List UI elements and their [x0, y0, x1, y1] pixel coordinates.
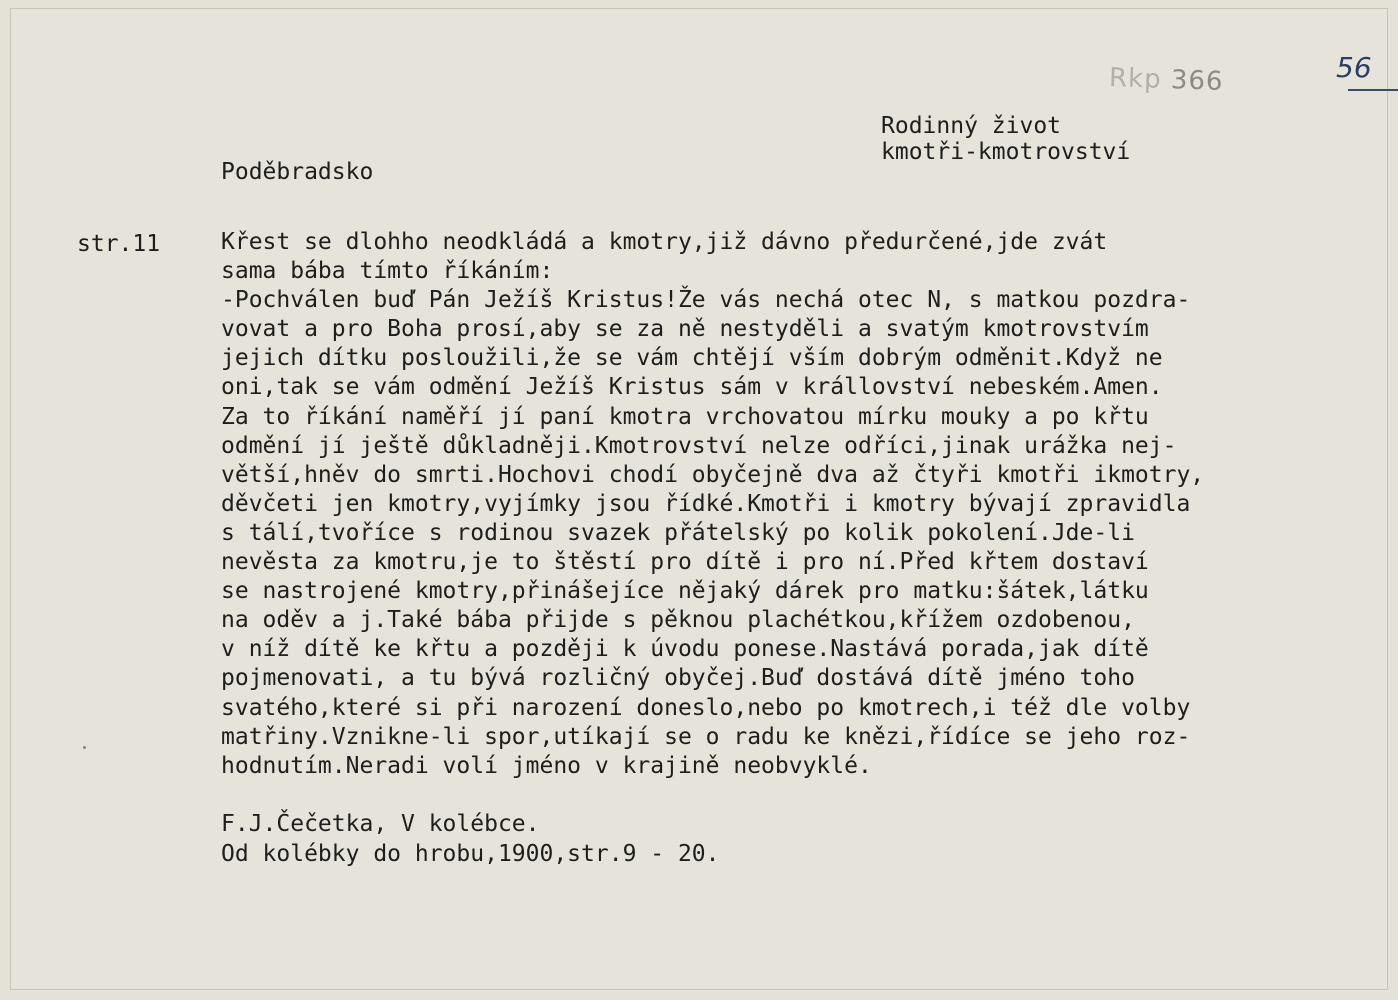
source-title: Od kolébky do hrobu,1900,str.9 - 20. [221, 841, 720, 867]
body-line: děvčeti jen kmotry,vyjímky jsou řídké.Kmotři i kmotry bývají zpravidla [221, 490, 1191, 517]
subject-heading [881, 113, 1130, 165]
pencil-page-number: 56 [1336, 51, 1372, 84]
body-line: pojmenovati, a tu bývá rozličný obyčej.Buď dostává dítě jméno toho [221, 665, 1135, 692]
body-line: jejich dítku posloužili,že se vám chtějí vším dobrým odměnit.Když ne [221, 345, 1163, 372]
archive-stamp [1109, 63, 1225, 97]
body-text [221, 228, 1204, 781]
source-author: F.J.Čečetka, V kolébce. [221, 811, 540, 837]
page-ref-label: str.11 [77, 231, 161, 257]
body-line: Za to říkání naměří jí paní kmotra vrchovatou mírku mouky a po křtu [221, 403, 1149, 430]
subject-line: Rodinný život [881, 113, 1062, 139]
stamp-prefix: Rkp [1108, 63, 1163, 95]
body-line: větší,hněv do smrti.Hochovi chodí obyčejně dva až čtyři kmotři ikmotry, [221, 461, 1205, 488]
body-line: v níž dítě ke křtu a později k úvodu ponese.Nastává porada,jak dítě [221, 636, 1149, 663]
archive-card [10, 8, 1388, 990]
region-label: Poděbradsko [221, 159, 374, 185]
pencil-underline [1348, 89, 1398, 91]
subject-line: kmotři-kmotrovství [881, 139, 1131, 165]
region-heading [221, 159, 373, 185]
body-line: odmění jí ještě důkladněji.Kmotrovství nelze odříci,jinak urážka nej- [221, 432, 1177, 459]
body-line: sama bába tímto říkáním: [221, 258, 554, 285]
body-line: -Pochválen buď Pán Ježíš Kristus!Že vás nechá otec N, s matkou pozdra- [221, 287, 1191, 314]
stamp-number: 366 [1170, 65, 1225, 97]
margin-speck [83, 746, 86, 749]
body-line: vovat a pro Boha prosí,aby se za ně nestyděli a svatým kmotrovstvím [221, 316, 1149, 343]
body-line: matřiny.Vznikne-li spor,utíkají se o radu ke knězi,řídíce se jeho roz- [221, 723, 1191, 750]
body-line: Křest se dlohho neodkládá a kmotry,již dávno předurčené,jde zvát [221, 229, 1108, 255]
body-line: hodnutím.Neradi volí jméno v krajině neobvyklé. [221, 752, 872, 779]
body-line: s tálí,tvoříce s rodinou svazek přátelský po kolik pokolení.Jde-li [221, 519, 1135, 546]
body-line: na oděv a j.Také bába přijde s pěknou plachétkou,křížem ozdobenou, [221, 607, 1135, 634]
body-line: se nastrojené kmotry,přinášejíce nějaký dárek pro matku:šátek,látku [221, 578, 1149, 605]
body-line: oni,tak se vám odmění Ježíš Kristus sám v krállovství nebeském.Amen. [221, 374, 1163, 401]
body-line: svatého,které si při narození doneslo,nebo po kmotrech,i též dle volby [221, 694, 1191, 721]
page-reference [77, 231, 160, 257]
source-citation [221, 809, 720, 869]
body-line: nevěsta za kmotru,je to štěstí pro dítě i pro ní.Před křtem dostaví [221, 549, 1149, 576]
